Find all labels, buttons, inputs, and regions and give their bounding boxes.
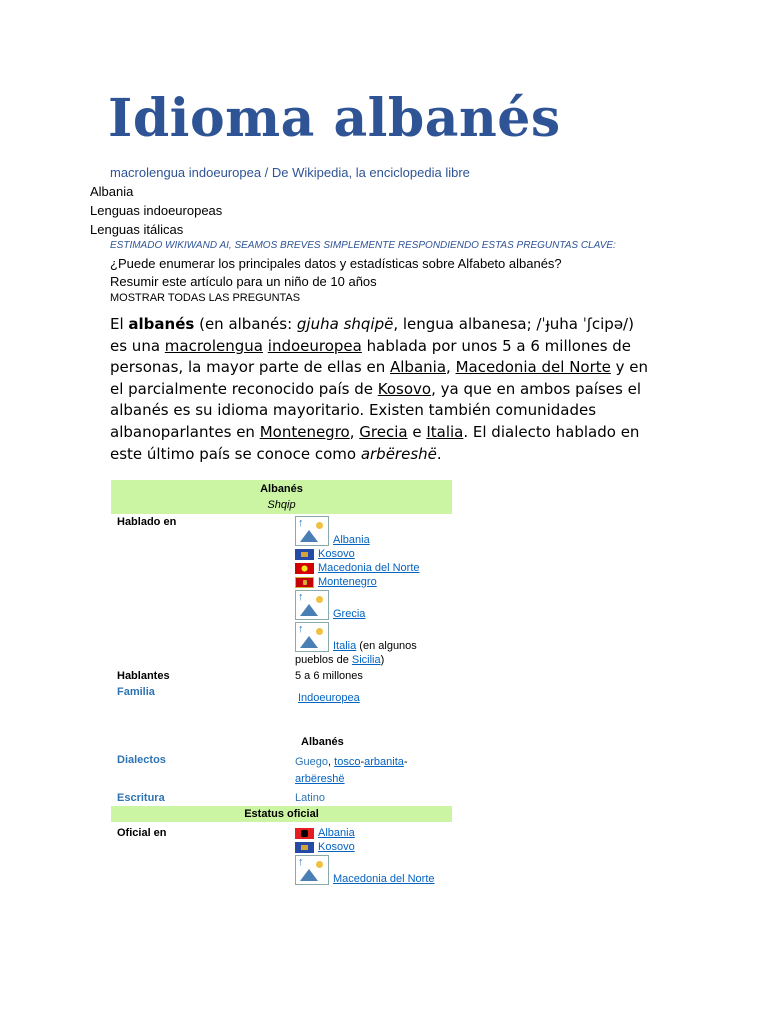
image-placeholder-icon: ↑ bbox=[295, 622, 329, 652]
link-indoeuropea[interactable]: indoeuropea bbox=[267, 336, 362, 355]
kosovo-flag-icon bbox=[295, 549, 314, 560]
spoken-macedonia-link[interactable]: Macedonia del Norte bbox=[318, 562, 420, 574]
link-macedonia-del-norte[interactable]: Macedonia del Norte bbox=[455, 358, 611, 377]
link-albania[interactable]: Albania bbox=[390, 358, 447, 377]
image-placeholder-icon: ↑ bbox=[295, 590, 329, 620]
official-in-label: Oficial en bbox=[117, 827, 167, 839]
category-lenguas-italicas[interactable]: Lenguas itálicas bbox=[90, 222, 184, 237]
speakers-value: 5 a 6 millones bbox=[295, 670, 363, 682]
category-lenguas-indoeuropeas[interactable]: Lenguas indoeuropeas bbox=[90, 203, 223, 218]
infobox-header: Albanés bbox=[111, 480, 452, 497]
family-label[interactable]: Familia bbox=[117, 686, 155, 698]
speakers-label: Hablantes bbox=[117, 670, 170, 682]
page-subtitle: macrolengua indoeuropea / De Wikipedia, la enciclopedia libre bbox=[110, 165, 470, 180]
image-placeholder-icon: ↑ bbox=[295, 516, 329, 546]
dialect-guego[interactable]: Guego bbox=[295, 756, 329, 768]
kosovo-flag-icon bbox=[295, 842, 314, 853]
north-macedonia-flag-icon bbox=[295, 563, 314, 574]
spoken-grecia-link[interactable]: Grecia bbox=[333, 608, 366, 620]
ai-question-1[interactable]: ¿Puede enumerar los principales datos y estadísticas sobre Alfabeto albanés? bbox=[110, 256, 562, 271]
link-macrolengua[interactable]: macrolengua bbox=[164, 336, 263, 355]
term-albanes: albanés bbox=[128, 315, 195, 333]
link-montenegro[interactable]: Montenegro bbox=[259, 422, 350, 441]
infobox-native-name: Shqip bbox=[111, 497, 452, 514]
family-indoeuropea-link[interactable]: Indoeuropea bbox=[298, 692, 360, 704]
official-kosovo-link[interactable]: Kosovo bbox=[318, 841, 355, 853]
spoken-italia-link[interactable]: Italia bbox=[333, 640, 357, 652]
spoken-montenegro-link[interactable]: Montenegro bbox=[318, 576, 377, 588]
spoken-albania-link[interactable]: Albania bbox=[333, 534, 370, 546]
link-grecia[interactable]: Grecia bbox=[359, 422, 408, 441]
script-label[interactable]: Escritura bbox=[117, 792, 165, 804]
link-kosovo[interactable]: Kosovo bbox=[377, 379, 432, 398]
dialects-label[interactable]: Dialectos bbox=[117, 754, 166, 766]
dialect-tosco-link[interactable]: tosco bbox=[334, 756, 361, 768]
official-albania-link[interactable]: Albania bbox=[318, 827, 355, 839]
intro-paragraph: El albanés (en albanés: gjuha shqipë, lengua albanesa; /ˈɟuha ˈʃcipə/) es una macrolengua indoeuropea hablada por unos 5 a 6 millones de personas, la mayor parte de ellas en Albania, Macedonia del Norte y en el parcialmente reconocido país de Kosovo, ya que en ambos países el albanés es su idioma mayoritario. Existen también comunidades albanoparlantes en Montenegro, Grecia e Italia. El dialecto hablado en este último país se conoce como arbëreshë. bbox=[110, 315, 649, 463]
dialect-arbereshe-link[interactable]: arbëreshë bbox=[295, 773, 345, 785]
link-italia[interactable]: Italia bbox=[426, 422, 464, 441]
infobox: Albanés Shqip Hablado en ↑ Albania Kosovo Macedonia del Norte Montenegro ↑ Grecia ↑ Italia (en algunos pueblos de Sicilia) Hablantes 5 a 6 millones Familia Indoeuropea Albanés Dialectos Guego, tosco-arbanita- arbëreshë Escritura Latino Estatus oficial Oficial en Albania Kosovo ↑ Macedonia del Norte bbox=[111, 480, 452, 889]
montenegro-flag-icon bbox=[295, 577, 314, 588]
albania-flag-icon bbox=[295, 828, 314, 839]
family-albanes: Albanés bbox=[301, 736, 344, 748]
official-macedonia-link[interactable]: Macedonia del Norte bbox=[333, 873, 435, 885]
image-placeholder-icon: ↑ bbox=[295, 855, 329, 885]
category-albania[interactable]: Albania bbox=[90, 184, 134, 199]
spoken-sicilia-link[interactable]: Sicilia bbox=[351, 654, 381, 666]
official-status-header: Estatus oficial bbox=[111, 806, 452, 822]
spoken-in-label: Hablado en bbox=[117, 516, 177, 528]
script-value[interactable]: Latino bbox=[295, 792, 325, 804]
ai-prompt-note: ESTIMADO WIKIWAND AI, SEAMOS BREVES SIMPLEMENTE RESPONDIENDO ESTAS PREGUNTAS CLAVE: bbox=[110, 240, 616, 251]
spoken-kosovo-link[interactable]: Kosovo bbox=[318, 548, 355, 560]
dialect-arbanita-link[interactable]: arbanita bbox=[364, 756, 404, 768]
ai-question-2[interactable]: Resumir este artículo para un niño de 10 años bbox=[110, 274, 377, 289]
show-all-questions-button[interactable]: MOSTRAR TODAS LAS PREGUNTAS bbox=[110, 292, 301, 304]
page-title: Idioma albanés bbox=[108, 88, 561, 149]
